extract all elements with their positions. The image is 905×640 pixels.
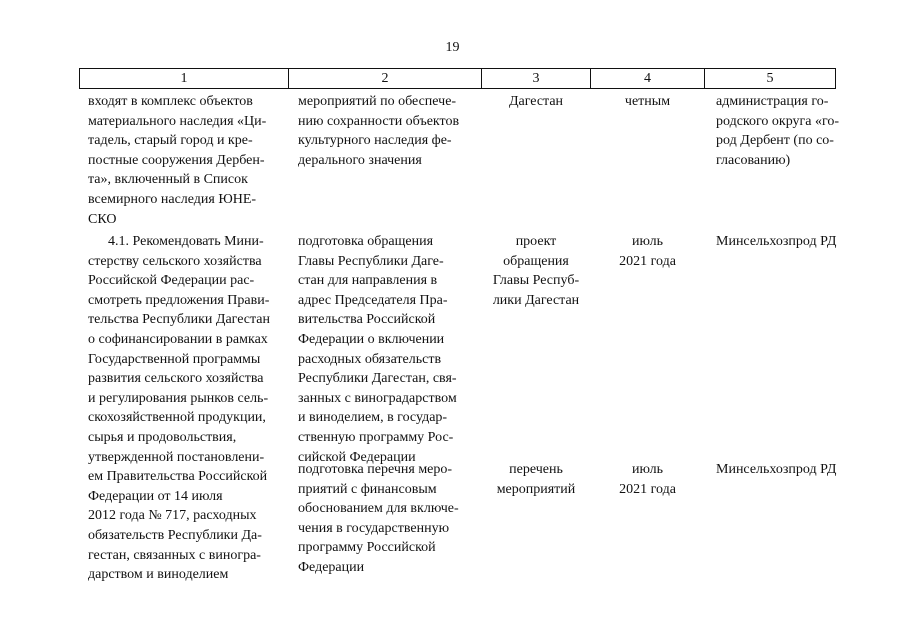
result-cell: Дагестан	[508, 94, 564, 109]
page-number: 19	[445, 40, 460, 55]
column-header-3: 3	[532, 71, 540, 86]
result-cell: проект обращения Главы Респуб- лики Дагестан	[492, 234, 580, 308]
deadline-cell: июль 2021 года	[619, 234, 676, 269]
responsible-cell: Минсельхозпрод РД	[716, 462, 837, 477]
header-top-rule	[79, 68, 836, 69]
action-cell: подготовка обращения Главы Республики Даге- стан для направления в адрес Председателя Пра- вительства Российской Федерации о включении расходных обязательств Республики Дагестан, свя- занных с виноградарством и виноделием, в государ- ственную программу Рос- сийской Федерации	[298, 234, 457, 465]
action-cell: подготовка перечня меро- приятий с финансовым обоснованием для включе- чения в государственную программу Российской Федерации	[298, 462, 459, 575]
measure-cell: входят в комплекс объектов материального наследия «Ци- тадель, старый город и кре- постные сооружения Дербен- та», включенный в Список всемирного наследия ЮНЕ- СКО	[88, 94, 267, 227]
result-cell: перечень мероприятий	[496, 462, 576, 497]
column-header-4: 4	[644, 71, 651, 86]
deadline-cell: июль 2021 года	[619, 462, 676, 497]
responsible-cell: администрация го- родского округа «го- род Дербент (по со- гласованию)	[716, 94, 840, 168]
action-cell: мероприятий по обеспече- нию сохранности объектов культурного наследия фе- дерального значения	[298, 94, 460, 168]
deadline-cell: четным	[624, 94, 671, 109]
column-header-2: 2	[381, 71, 389, 86]
header-bottom-rule	[79, 88, 836, 89]
column-header-1: 1	[180, 71, 188, 86]
measure-cell: 4.1. Рекомендовать Мини- стерству сельского хозяйства Российской Федерации рас- смотреть предложения Прави- тельства Республики Дагестан о софинансировании в рамках Государственной программы развития сельского хозяйства и регулирования рынков сель- скохозяйственной продукции, сырья и продовольствия, утвержденной постановлени- ем Правительства Российской Федерации от 14 июля 2012 года № 717, расходных обязательств Республики Да- гестан, связанных с виногра- дарством и виноделием	[88, 234, 270, 583]
column-header-5: 5	[766, 71, 774, 86]
column-divider	[835, 68, 836, 88]
responsible-cell: Минсельхозпрод РД	[716, 234, 837, 249]
